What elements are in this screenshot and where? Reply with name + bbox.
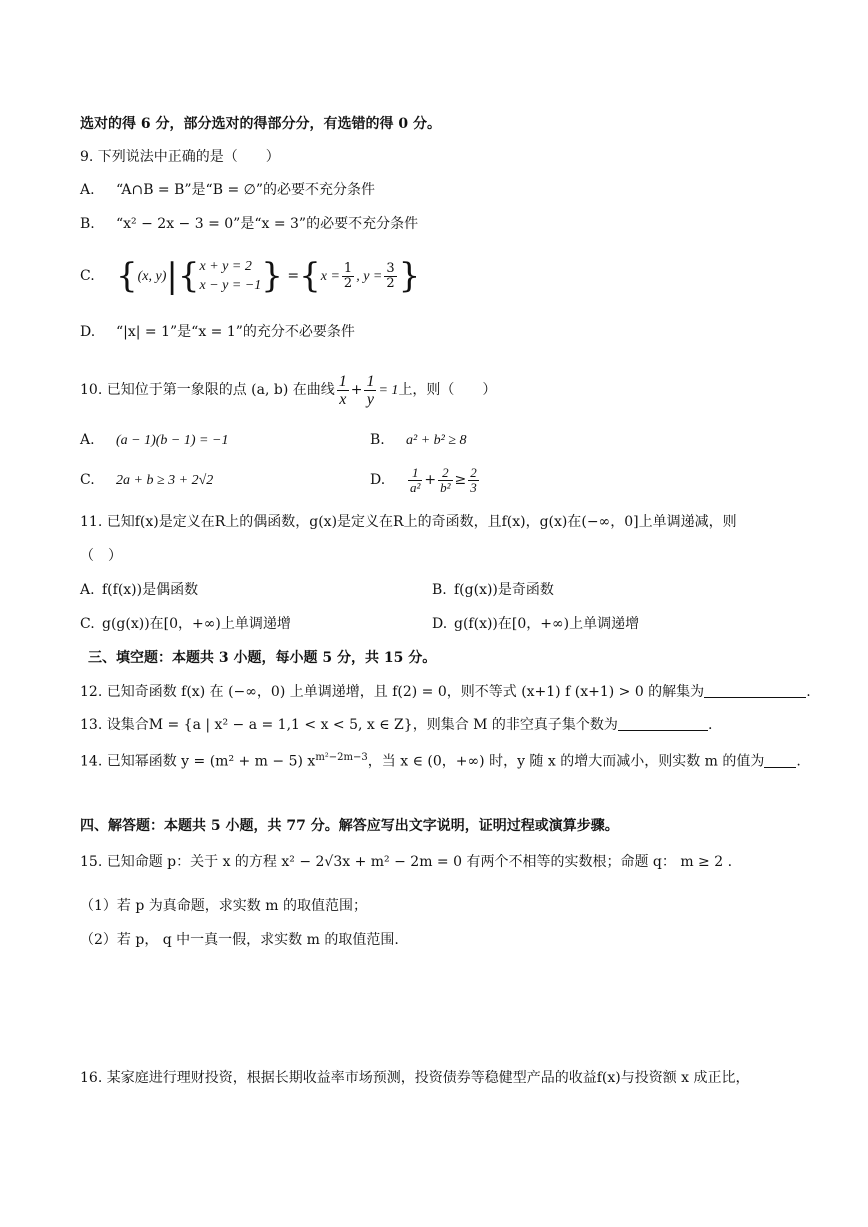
q12-answer-blank[interactable]	[704, 683, 806, 698]
q9-stem: 9. 下列说法中正确的是（ ）	[80, 149, 280, 165]
q14: 14. 已知幂函数 y = (m² + m − 5) $x^{m^2-2m-3}$，当 x ∈ (0，+∞) 时，y 随 x 的增大而减小，则实数 m 的值为 .	[80, 752, 801, 770]
q15-part-2: （2）若 p， q 中一真一假，求实数 m 的取值范围.	[80, 932, 399, 948]
q12: 12. 已知奇函数 f(x) 在 (−∞，0) 上单调递增，且 f(2) = 0，则不等式 (x+1) f (x+1) > 0 的解集为 .	[80, 684, 811, 700]
equation-system: x + y = 2 x − y = −1	[199, 259, 262, 293]
q11-option-d: D. g(f(x))在[0，+∞)上单调递增	[432, 616, 640, 632]
q15-part-1: （1）若 p 为真命题，求实数 m 的取值范围；	[80, 898, 367, 914]
section-4-heading: 四、解答题：本题共 5 小题，共 77 分。解答应写出文字说明，证明过程或演算步骤。	[80, 818, 619, 834]
q14-answer-blank[interactable]	[764, 753, 796, 768]
q10-option-b: B. a² + b² ≥ 8	[370, 432, 467, 448]
q10-option-a: A. (a − 1)(b − 1) = −1	[80, 432, 229, 448]
q9-option-d: D. “|x| = 1”是“x = 1”的充分不必要条件	[80, 324, 355, 340]
q13: 13. 设集合M = {a | x² − a = 1,1 < x < 5, x ∈ Z}，则集合 M 的非空真子集个数为 .	[80, 717, 713, 733]
section-3-heading: 三、填空题：本题共 3 小题，每小题 5 分，共 15 分。	[88, 650, 437, 666]
q11-option-a: A. f(f(x))是偶函数	[80, 582, 199, 598]
q9-option-b: B. “x² − 2x − 3 = 0”是“x = 3”的必要不充分条件	[80, 216, 419, 232]
q15-stem: 15. 已知命题 p：关于 x 的方程 x² − 2√3x + m² − 2m = 0 有两个不相等的实数根；命题 q： m ≥ 2 .	[80, 854, 733, 870]
q9-option-a: A. “A∩B = B”是“B = ∅”的必要不充分条件	[80, 182, 375, 198]
q10-option-c: C. 2a + b ≥ 3 + 2√2	[80, 472, 214, 488]
q11-stem: 11. 已知f(x)是定义在R上的偶函数，g(x)是定义在R上的奇函数，且f(x)，g(x)在(−∞，0]上单调递减，则	[80, 514, 737, 530]
q9-option-a-text: “A∩B = B”是“B = ∅”的必要不充分条件	[116, 182, 375, 198]
q9-option-d-text: “|x| = 1”是“x = 1”的充分不必要条件	[116, 324, 355, 340]
q10-option-d: D. $\frac{1}{\text{a²}}$ + $\frac{2}{\text{b²}}$ ≥ $\frac{2}{3}$	[370, 464, 477, 495]
q9-option-c: C. {(x, y)|{ x + y = 2 x − y = −1 } ={x = $\frac{1}{2}$ , y = $\frac{3}{2}$ }	[80, 256, 421, 296]
q10-stem: 10. 已知位于第一象限的点 (a, b) 在曲线 $\frac{1}{x}$ + $\frac{1}{y}$ = 1上，则（ ）	[80, 372, 497, 408]
q11-option-c: C. g(g(x))在[0，+∞)上单调递增	[80, 616, 291, 632]
q16-stem: 16. 某家庭进行理财投资，根据长期收益率市场预测，投资债券等稳健型产品的收益f(x)与投资额 x 成正比，	[80, 1070, 750, 1086]
q13-answer-blank[interactable]	[618, 716, 708, 731]
q11-option-b: B. f(g(x))是奇函数	[432, 582, 554, 598]
q11-stem-paren: （ ）	[80, 548, 122, 564]
scoring-note: 选对的得 6 分，部分选对的得部分分，有选错的得 0 分。	[80, 116, 441, 132]
q9-option-b-text: “x² − 2x − 3 = 0”是“x = 3”的必要不充分条件	[116, 216, 419, 232]
